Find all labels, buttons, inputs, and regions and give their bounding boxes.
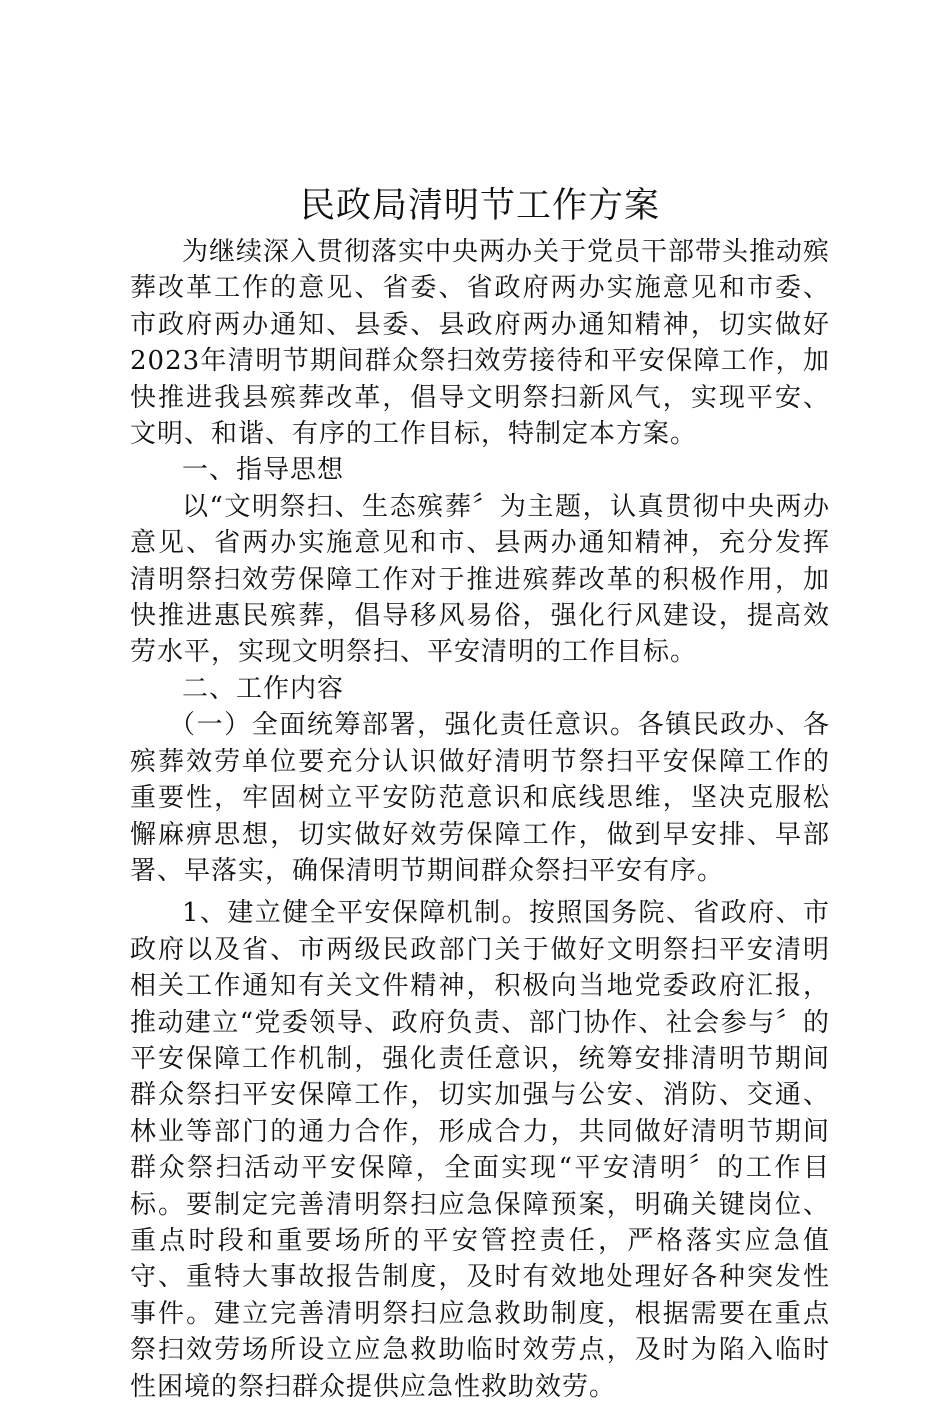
- intro-paragraph: 为继续深入贯彻落实中央两办关于党员干部带头推动殡葬改革工作的意见、省委、省政府两办实施意见和市委、市政府两办通知、县委、县政府两办通知精神，切实做好2023年清明节期间群众祭扫效劳接待和平安保障工作，加快推进我县殡葬改革，倡导文明祭扫新风气，实现平安、文明、和谐、有序的工作目标，特制定本方案。: [130, 237, 831, 450]
- section-heading-guiding-thought: 一、指导思想: [182, 455, 345, 486]
- guiding-thought-paragraph: 以“文明祭扫、生态殡葬〞为主题，认真贯彻中央两办意见、省两办实施意见和市、县两办通知精神，充分发挥清明祭扫效劳保障工作对于推进殡葬改革的积极作用，加快推进惠民殡葬，倡导移风易俗，强化行风建设，提高效劳水平，实现文明祭扫、平安清明的工作目标。: [130, 491, 830, 668]
- work-content-item-1: （一）全面统筹部署，强化责任意识。各镇民政办、各殡葬效劳单位要充分认识做好清明节祭扫平安保障工作的重要性，牢固树立平安防范意识和底线思维，坚决克服松懈麻痹思想，切实做好效劳保障工作，做到早安排、早部署、早落实，确保清明节期间群众祭扫平安有序。: [130, 710, 830, 886]
- document-title: 民政局清明节工作方案: [299, 186, 660, 226]
- section-heading-work-content: 二、工作内容: [182, 673, 345, 704]
- work-content-point-1: 1、建立健全平安保障机制。按照国务院、省政府、市政府以及省、市两级民政部门关于做好文明祭扫平安清明相关工作通知有关文件精神，积极向当地党委政府汇报，推动建立“党委领导、政府负责、部门协作、社会参与〞的平安保障工作机制，强化责任意识，统筹安排清明节期间群众祭扫平安保障工作，切实加强与公安、消防、交通、林业等部门的通力合作，形成合力，共同做好清明节期间群众祭扫活动平安保障，全面实现“平安清明〞的工作目标。要制定完善清明祭扫应急保障预案，明确关键岗位、重点时段和重要场所的平安管控责任，严格落实应急值守、重特大事故报告制度，及时有效地处理好各种突发性事件。建立完善清明祭扫应急救助制度，根据需要在重点祭扫效劳场所设立应急救助临时效劳点，及时为陷入临时性困境的祭扫群众提供应急性救助效劳。: [130, 898, 830, 1402]
- document-page: [130, 184, 830, 1405]
